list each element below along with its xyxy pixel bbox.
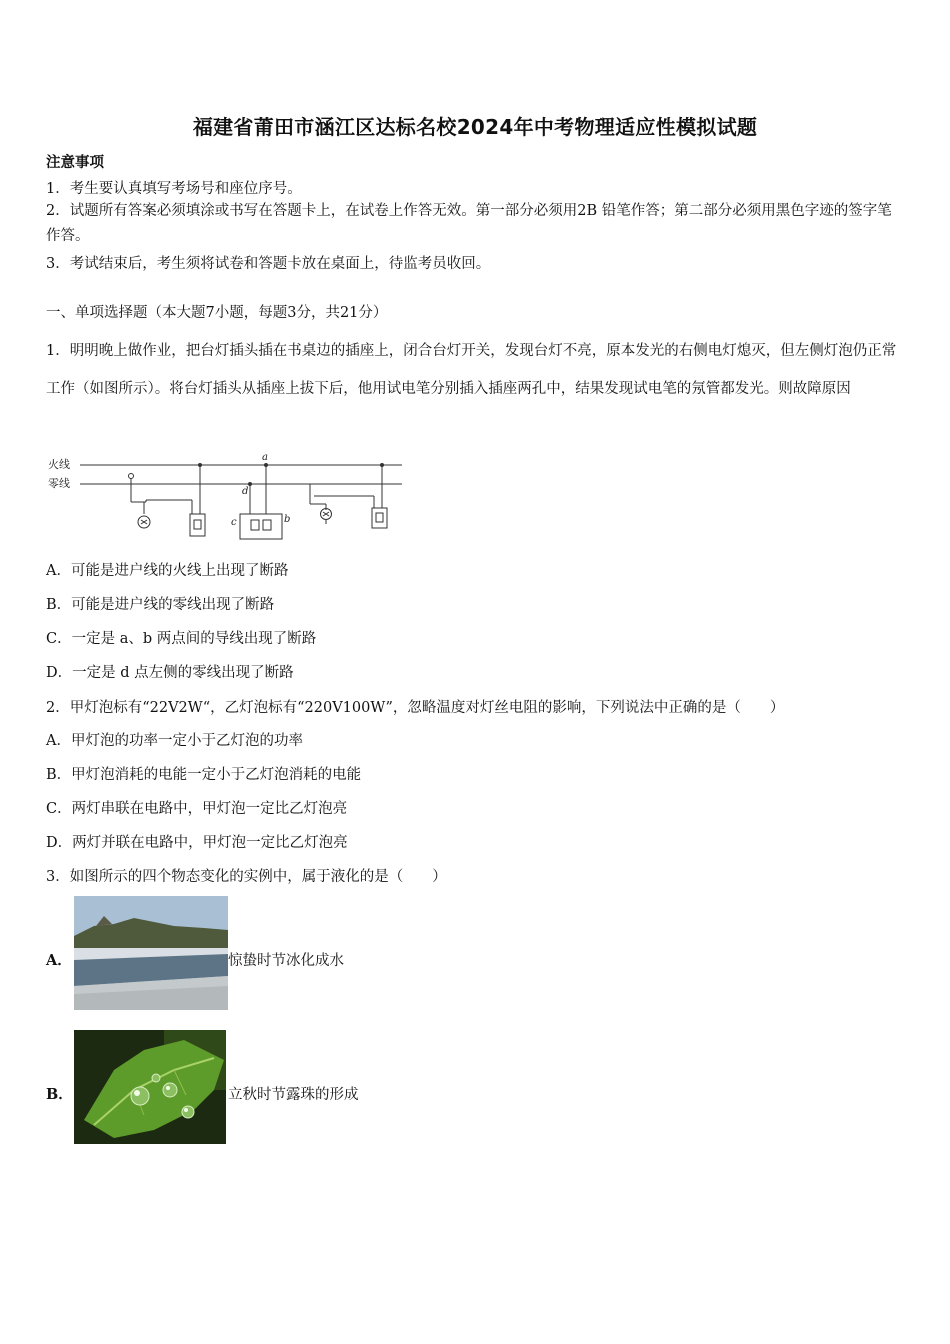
point-b-label: b <box>284 514 291 525</box>
q3-option-b-text: 立秋时节露珠的形成 <box>228 1087 359 1103</box>
q3-option-a-label: A． <box>46 952 72 969</box>
point-c-label: c <box>231 517 237 528</box>
q1-option-d: D．一定是 d 点左侧的零线出现了断路 <box>46 665 294 681</box>
page-title: 福建省莆田市涵江区达标名校2024年中考物理适应性模拟试题 <box>192 115 758 139</box>
neutral-wire-label: 零线 <box>48 477 70 490</box>
notice-heading: 注意事项 <box>46 154 104 171</box>
question-2-stem: 2．甲灯泡标有“22V2W“，乙灯泡标有“220V100W”，忽略温度对灯丝电阻的影响，下列说法中正确的是（ ） <box>46 700 785 716</box>
q1-option-c: C．一定是 a、b 两点间的导线出现了断路 <box>46 631 317 647</box>
dew-leaf-photo <box>74 1030 226 1144</box>
point-d-label: d <box>242 486 249 497</box>
q2-option-a: A．甲灯泡的功率一定小于乙灯泡的功率 <box>46 733 303 749</box>
notice-item-3: 3．考试结束后，考生须将试卷和答题卡放在桌面上，待监考员收回。 <box>46 256 491 272</box>
q3-option-b-label: B． <box>46 1086 73 1103</box>
ice-lake-photo <box>74 896 228 1010</box>
point-a-label: a <box>262 452 268 463</box>
section-heading: 一、单项选择题（本大题7小题，每题3分，共21分） <box>46 305 388 321</box>
q2-option-c: C．两灯串联在电路中，甲灯泡一定比乙灯泡亮 <box>46 801 348 817</box>
live-wire-label: 火线 <box>48 458 70 471</box>
q1-option-a: A．可能是进户线的火线上出现了断路 <box>46 563 289 579</box>
notice-item-1: 1．考生要认真填写考场号和座位序号。 <box>46 181 302 197</box>
q1-option-b: B．可能是进户线的零线出现了断路 <box>46 597 275 613</box>
q2-option-d: D．两灯并联在电路中，甲灯泡一定比乙灯泡亮 <box>46 835 348 851</box>
q3-option-a-text: 惊蛰时节冰化成水 <box>228 953 344 969</box>
question-3-stem: 3．如图所示的四个物态变化的实例中，属于液化的是（ ） <box>46 869 447 885</box>
circuit-diagram <box>44 452 406 542</box>
q2-option-b: B．甲灯泡消耗的电能一定小于乙灯泡消耗的电能 <box>46 767 362 783</box>
notice-item-2: 2．试题所有答案必须填涂或书写在答题卡上，在试卷上作答无效。第一部分必须用2B 铅笔作答；第二部分必须用黑色字迹的签字笔作答。 <box>46 203 892 244</box>
question-1-stem: 1．明明晚上做作业，把台灯插头插在书桌边的插座上，闭合台灯开关，发现台灯不亮，原本发光的右侧电灯熄灭，但左侧灯泡仍正常工作（如图所示）。将台灯插头从插座上拔下后，他用试电笔分别插入插座两孔中，结果发现试电笔的氖管都发光。则故障原因 <box>46 343 897 397</box>
